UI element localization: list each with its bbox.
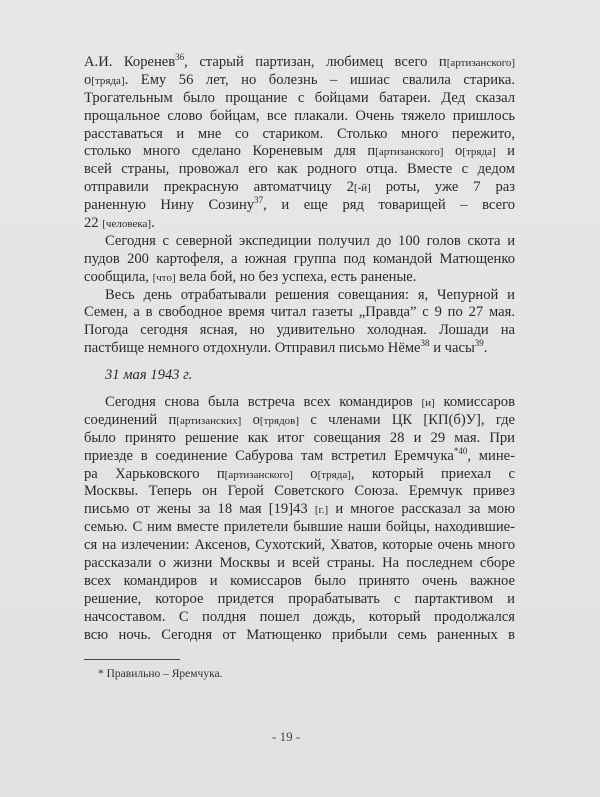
text-line: семью. С ним вместе прилетели бывшие наши бойцы, находившие-: [84, 519, 515, 536]
editorial-expansion: [-й]: [353, 182, 371, 195]
date-heading: 31 мая 1943 г.: [105, 367, 193, 384]
editorial-expansion: [и]: [421, 397, 435, 410]
text-line: письмо от жены за 18 мая [19]43 [г.] и многое рассказал за мою: [84, 501, 516, 518]
editorial-expansion: [тряда]: [317, 468, 351, 481]
editorial-expansion: [артизанского]: [446, 57, 516, 69]
paragraph-2: [84, 233, 515, 287]
text-line: А.И. Коренев$^{36}$, старый партизан, любимец всего п[артизанского]: [84, 52, 516, 70]
text-line: 22 [человека].: [84, 215, 155, 232]
paragraph-3: [84, 287, 515, 359]
body-text: [84, 54, 515, 645]
footnote-ref-37: 37: [254, 195, 264, 206]
text-line: прощальное слово бойцам, все плакали. Очень тяжело пришлось: [84, 107, 515, 124]
text-line: начсоставом. С полдня пошел дождь, который продолжался: [84, 608, 515, 625]
text-line: пастбище немного отдохнули. Отправил письмо Нёме$^{38}$ и часы$^{39}$.: [84, 338, 488, 357]
footnote-ref-40: *40: [453, 445, 468, 456]
text-line: столько много сделано Кореневым для п[артизанского] о[тряда] и: [84, 143, 515, 160]
text-line: всей страны, провожал его как родного отца. Вместе с дедом: [84, 161, 515, 178]
editorial-expansion: [трядов]: [259, 414, 300, 427]
editorial-expansion: [тряда]: [91, 74, 125, 87]
footnote-ref-39: 39: [474, 338, 484, 349]
footnote-ref-36: 36: [175, 52, 185, 62]
text-line: всех командиров и комиссаров было принято очень важное: [84, 572, 515, 589]
editorial-expansion: [артизанского]: [224, 468, 293, 481]
text-line: Семен, а в свободное время читал газеты „Правда” с 9 по 27 мая.: [84, 304, 515, 321]
footnote-ref-38: 38: [420, 338, 430, 349]
paragraph-1: [84, 54, 515, 233]
text-line: рассказали о жизни Москвы и всей страны. На последнем сборе: [84, 555, 515, 572]
text-line: Весь день отрабатывали решения совещания: я, Чепурной и: [105, 286, 515, 303]
text-line: пудов 200 картофеля, а южная группа под командой Матющенко: [84, 250, 515, 267]
text-line: расставаться и мне со стариком. Столько много пережито,: [84, 125, 515, 142]
text-line: всю ночь. Сегодня от Матющенко прибыли семь раненных в: [84, 626, 515, 643]
editorial-expansion: [человека]: [102, 218, 152, 231]
paragraph-4: [84, 394, 515, 644]
text-line: раненную Нину Созину$^{37}$, и еще ряд товарищей – всего: [84, 195, 515, 214]
page-number: - 19 -: [272, 729, 301, 744]
text-line: Сегодня снова была встреча всех командиров [и] комиссаров: [105, 394, 515, 411]
text-line: о[тряда]. Ему 56 лет, но болезнь – ишиас свалила старика.: [84, 71, 515, 88]
text-line: Москвы. Теперь он Герой Советского Союза. Еремчук привез: [84, 483, 515, 500]
editorial-expansion: [артизанских]: [176, 414, 242, 427]
text-line: Погода сегодня ясная, но удивительно холодная. Лошади на: [84, 322, 515, 339]
editorial-expansion: [тряда]: [462, 146, 496, 159]
text-line: решение, которое придется прорабатывать с партактивом и: [84, 590, 515, 607]
text-line: сообщила, [что] вела бой, но без успеха, есть раненые.: [84, 268, 417, 285]
footnote: * Правильно – Яремчука.: [98, 668, 223, 680]
editorial-expansion: [артизанского]: [375, 146, 444, 159]
editorial-expansion: [г.]: [314, 504, 329, 517]
text-line: ра Харьковского п[артизанского] о[тряда], который приехал с: [84, 465, 515, 482]
text-line: Трогательным было прощание с бойцами батареи. Дед сказал: [84, 89, 515, 106]
text-line: соединений п[артизанских] о[трядов] с членами ЦК [КП(б)У], где: [84, 411, 515, 428]
text-line: отправили прекрасную автоматчицу 2[-й] роты, уже 7 раз: [84, 179, 515, 196]
text-line: приезде в соединение Сабурова там встретил Еремчука$^{*40}$, мине-: [84, 445, 515, 464]
text-line: ся на излечении: Аксенов, Сухотский, Хватов, которые очень много: [84, 537, 515, 554]
editorial-expansion: [что]: [152, 271, 176, 284]
footnote-divider: [84, 659, 180, 660]
text-line: было принято решение как итог совещания 28 и 29 мая. При: [84, 429, 515, 446]
text-line: Сегодня с северной экспедиции получил до 100 голов скота и: [105, 232, 515, 249]
